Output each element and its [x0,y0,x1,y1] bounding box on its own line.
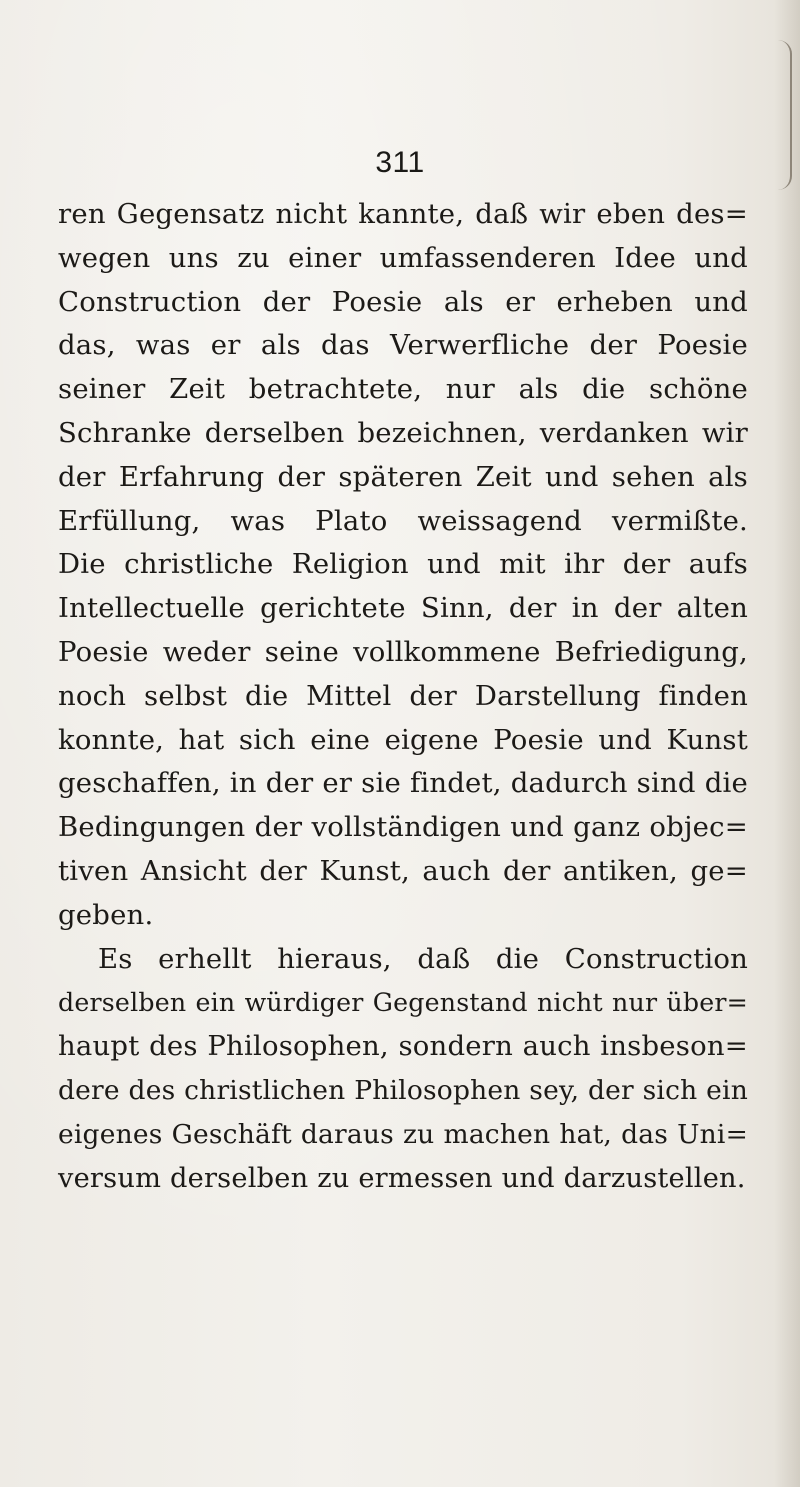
text-line: versum derselben zu ermessen und darzustellen. [58,1162,746,1194]
text-line: wegen uns zu einer umfassenderen Idee und [58,241,748,274]
text-line: noch selbst die Mittel der Darstellung finden [58,679,748,712]
text-line: konnte, hat sich eine eigene Poesie und Kunst [58,723,748,756]
text-line: geschaffen, in der er sie findet, dadurch sind die [58,767,748,800]
text-line: eigenes Geschäft daraus zu machen hat, das Uni= [58,1118,748,1150]
text-line: derselben ein würdiger Gegenstand nicht nur über= [58,988,748,1018]
text-line: tiven Ansicht der Kunst, auch der antiken, ge= [58,854,748,887]
paragraph-start-line: Es erhellt hieraus, daß die Construction [98,942,748,975]
text-line: der Erfahrung der späteren Zeit und sehen als [58,460,748,493]
text-line: Schranke derselben bezeichnen, verdanken wir [58,416,748,449]
text-line: das, was er als das Verwerfliche der Poesie [58,329,748,362]
text-line: Construction der Poesie als er erheben und [58,285,748,318]
text-line: Bedingungen der vollständigen und ganz objec= [58,811,748,844]
text-line: haupt des Philosophen, sondern auch insbeson= [58,1030,748,1063]
text-line: Erfüllung, was Plato weissagend vermißte. [58,504,748,537]
page-number: 311 [375,146,425,179]
text-line: dere des christlichen Philosophen sey, der sich ein [58,1074,748,1106]
text-line: geben. [58,898,154,931]
text-line: Die christliche Religion und mit ihr der aufs [58,548,748,581]
body-text [58,193,748,1200]
text-line: ren Gegensatz nicht kannte, daß wir eben des= [58,198,748,230]
text-line: seiner Zeit betrachtete, nur als die schöne [58,373,748,406]
page-edge-shadow [774,0,800,1487]
text-line: Intellectuelle gerichtete Sinn, der in der alten [58,592,748,625]
text-line: Poesie weder seine vollkommene Befriedigung, [58,635,748,668]
